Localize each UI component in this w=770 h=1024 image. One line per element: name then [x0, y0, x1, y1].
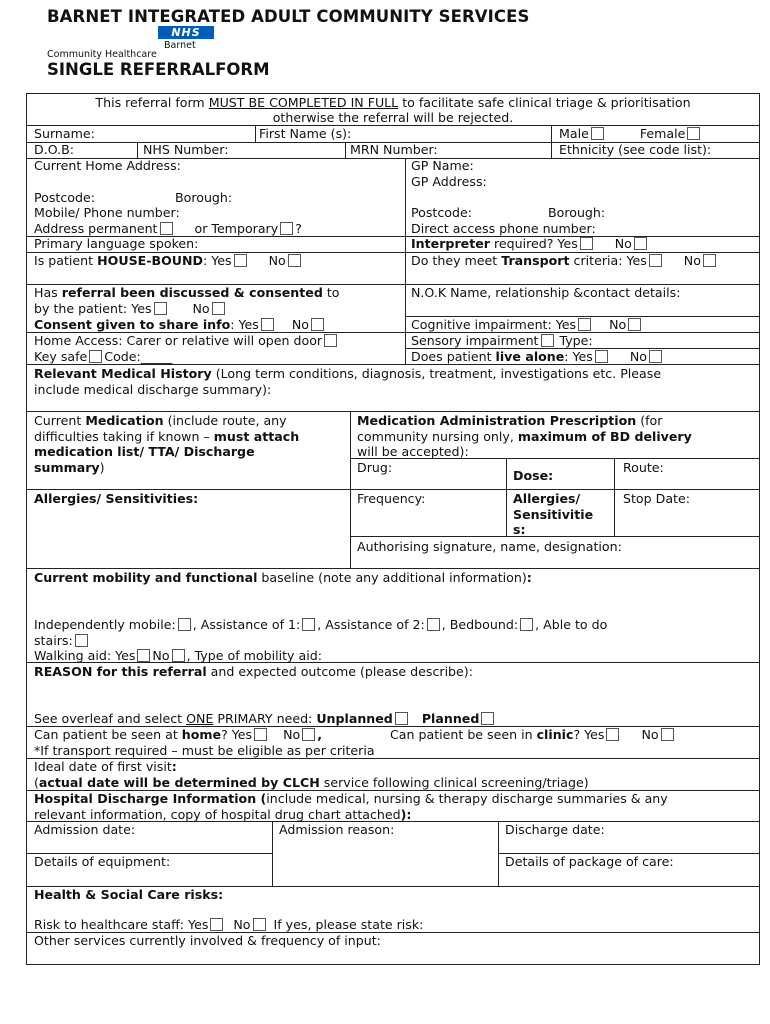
share-no-checkbox[interactable]	[311, 318, 324, 331]
bedbound-checkbox[interactable]	[520, 618, 533, 631]
stairs-checkbox[interactable]	[75, 634, 88, 647]
mobility-options: Independently mobile: , Assistance of 1: , Assistance of 2: , Bedbound: , Able to do	[34, 617, 608, 632]
authorising-signature-field[interactable]: Authorising signature, name, designation:	[357, 539, 622, 554]
current-medication-l2: difficulties taking if known – must attach	[34, 429, 300, 444]
staff-risk-question: Risk to healthcare staff: Yes No If yes, please state risk:	[34, 917, 424, 932]
allergies-field[interactable]: Allergies/ Sensitivities:	[34, 491, 199, 506]
admin-prescription-l3: will be accepted):	[357, 444, 469, 459]
home-yes-checkbox[interactable]	[254, 728, 267, 741]
housebound-question: Is patient HOUSE-BOUND: Yes No	[34, 253, 303, 269]
clinic-yes-checkbox[interactable]	[606, 728, 619, 741]
admin-prescription-l1: Medication Administration Prescription (for	[357, 413, 663, 428]
nhs-trust-subtitle: Community Healthcare	[47, 49, 157, 60]
intro-line-2: otherwise the referral will be rejected.	[272, 110, 514, 125]
home-access-checkbox[interactable]	[324, 334, 337, 347]
gp-address-field[interactable]: GP Address:	[411, 174, 487, 189]
nhs-trust-name: Barnet	[164, 40, 196, 51]
share-info-question: Consent given to share info: Yes No	[34, 317, 326, 333]
sensory-question: Sensory impairment Type:	[411, 333, 593, 348]
live-alone-question: Does patient live alone: Yes No	[411, 349, 664, 365]
seen-at-home-question: Can patient be seen at home? Yes No ,	[34, 727, 323, 742]
staff-risk-no-checkbox[interactable]	[253, 918, 266, 931]
gp-name-field[interactable]: GP Name:	[411, 158, 474, 173]
transport-yes-checkbox[interactable]	[649, 254, 662, 267]
cognitive-question: Cognitive impairment: Yes No	[411, 317, 643, 333]
dose-field[interactable]: Dose:	[513, 468, 554, 483]
first-name-field[interactable]: First Name (s):	[259, 126, 352, 141]
medical-history-line-2: include medical discharge summary):	[34, 382, 272, 397]
independent-checkbox[interactable]	[178, 618, 191, 631]
care-package-field[interactable]: Details of package of care:	[505, 854, 674, 869]
walking-aid-no-checkbox[interactable]	[172, 649, 185, 662]
other-services-field[interactable]: Other services currently involved & frequency of input:	[34, 933, 381, 948]
mobility-heading: Current mobility and functional baseline (note any additional information):	[34, 570, 532, 585]
key-safe-question: Key safe Code:_____	[34, 349, 173, 364]
nhs-number-field[interactable]: NHS Number:	[143, 142, 229, 157]
cognitive-yes-checkbox[interactable]	[578, 318, 591, 331]
cognitive-no-checkbox[interactable]	[628, 318, 641, 331]
assist-2-checkbox[interactable]	[427, 618, 440, 631]
discharge-heading-line-2: relevant information, copy of hospital drug chart attached):	[34, 807, 412, 822]
alone-no-checkbox[interactable]	[649, 350, 662, 363]
org-title: BARNET INTEGRATED ADULT COMMUNITY SERVICES	[47, 7, 530, 26]
borough-field[interactable]: Borough:	[175, 190, 233, 205]
gp-phone-field[interactable]: Direct access phone number:	[411, 221, 596, 236]
assist-1-checkbox[interactable]	[302, 618, 315, 631]
nhs-logo: NHS	[158, 26, 214, 39]
share-yes-checkbox[interactable]	[261, 318, 274, 331]
discharge-heading: Hospital Discharge Information (include medical, nursing & therapy discharge summaries & any	[34, 791, 668, 806]
male-checkbox[interactable]	[591, 127, 604, 140]
intro-line-1: This referral form MUST BE COMPLETED IN FULL to facilitate safe clinical triage & prioritisation	[95, 95, 691, 110]
interpreter-yes-checkbox[interactable]	[580, 237, 593, 250]
stairs-option: stairs:	[34, 633, 90, 649]
sex-options: Male Female	[559, 126, 702, 142]
dob-field[interactable]: D.O.B:	[34, 142, 74, 157]
key-safe-checkbox[interactable]	[89, 350, 102, 363]
housebound-no-checkbox[interactable]	[288, 254, 301, 267]
unplanned-checkbox[interactable]	[395, 712, 408, 725]
transport-note: *If transport required – must be eligible as per criteria	[34, 743, 375, 758]
current-medication-l4: summary)	[34, 460, 105, 475]
consent-no-checkbox[interactable]	[212, 302, 225, 315]
sensory-checkbox[interactable]	[541, 334, 554, 347]
prescription-allergies-l2: Sensitivitie	[513, 507, 594, 522]
mrn-number-field[interactable]: MRN Number:	[350, 142, 438, 157]
primary-need-question: See overleaf and select ONE PRIMARY need: Unplanned Planned	[34, 711, 496, 727]
walking-aid-question: Walking aid: Yes No , Type of mobility aid:	[34, 648, 322, 663]
interpreter-question: Interpreter required? Yes No	[411, 236, 649, 252]
admission-date-field[interactable]: Admission date:	[34, 822, 136, 837]
nok-field[interactable]: N.O.K Name, relationship &contact details:	[411, 285, 681, 300]
surname-field[interactable]: Surname:	[34, 126, 95, 141]
gp-postcode-field[interactable]: Postcode:	[411, 205, 472, 220]
home-no-checkbox[interactable]	[302, 728, 315, 741]
consent-yes-checkbox[interactable]	[154, 302, 167, 315]
risks-heading: Health & Social Care risks:	[34, 887, 224, 902]
frequency-field[interactable]: Frequency:	[357, 491, 426, 506]
current-medication-l1: Current Medication (include route, any	[34, 413, 287, 428]
current-medication-l3: medication list/ TTA/ Discharge	[34, 444, 255, 459]
discharge-date-field[interactable]: Discharge date:	[505, 822, 605, 837]
housebound-yes-checkbox[interactable]	[234, 254, 247, 267]
prescription-allergies-l1: Allergies/	[513, 491, 581, 506]
seen-in-clinic-question: Can patient be seen in clinic? Yes No	[390, 727, 676, 743]
mobile-field[interactable]: Mobile/ Phone number:	[34, 205, 180, 220]
language-field[interactable]: Primary language spoken:	[34, 236, 199, 251]
referral-form	[26, 93, 760, 965]
gp-borough-field[interactable]: Borough:	[548, 205, 606, 220]
reason-heading: REASON for this referral and expected outcome (please describe):	[34, 664, 473, 679]
visit-date-note: (actual date will be determined by CLCH service following clinical screening/triage)	[34, 775, 589, 790]
route-field[interactable]: Route:	[623, 460, 664, 475]
female-checkbox[interactable]	[687, 127, 700, 140]
equipment-field[interactable]: Details of equipment:	[34, 854, 171, 869]
staff-risk-yes-checkbox[interactable]	[210, 918, 223, 931]
alone-yes-checkbox[interactable]	[595, 350, 608, 363]
form-title: SINGLE REFERRALFORM	[47, 60, 270, 79]
permanent-checkbox[interactable]	[160, 222, 173, 235]
consent-discussed-question: Has referral been discussed & consented to	[34, 285, 340, 300]
admission-reason-field[interactable]: Admission reason:	[279, 822, 395, 837]
postcode-field[interactable]: Postcode:	[34, 190, 95, 205]
temporary-checkbox[interactable]	[280, 222, 293, 235]
transport-question: Do they meet Transport criteria: Yes No	[411, 253, 718, 269]
address-type: Address permanent or Temporary ?	[34, 221, 302, 236]
home-access-question: Home Access: Carer or relative will open door	[34, 333, 339, 349]
medical-history-heading: Relevant Medical History (Long term conditions, diagnosis, treatment, investigations etc. Please	[34, 366, 662, 381]
walking-aid-yes-checkbox[interactable]	[137, 649, 150, 662]
planned-checkbox[interactable]	[481, 712, 494, 725]
clinic-no-checkbox[interactable]	[661, 728, 674, 741]
transport-no-checkbox[interactable]	[703, 254, 716, 267]
drug-field[interactable]: Drug:	[357, 460, 393, 475]
stop-date-field[interactable]: Stop Date:	[623, 491, 690, 506]
ethnicity-field[interactable]: Ethnicity (see code list):	[559, 142, 712, 157]
first-visit-date-field[interactable]: Ideal date of first visit:	[34, 759, 177, 774]
consent-by-patient: by the patient: Yes No	[34, 301, 227, 317]
admin-prescription-l2: community nursing only, maximum of BD delivery	[357, 429, 692, 444]
prescription-allergies-l3: s:	[513, 522, 526, 537]
home-address-field[interactable]: Current Home Address:	[34, 158, 181, 173]
interpreter-no-checkbox[interactable]	[634, 237, 647, 250]
